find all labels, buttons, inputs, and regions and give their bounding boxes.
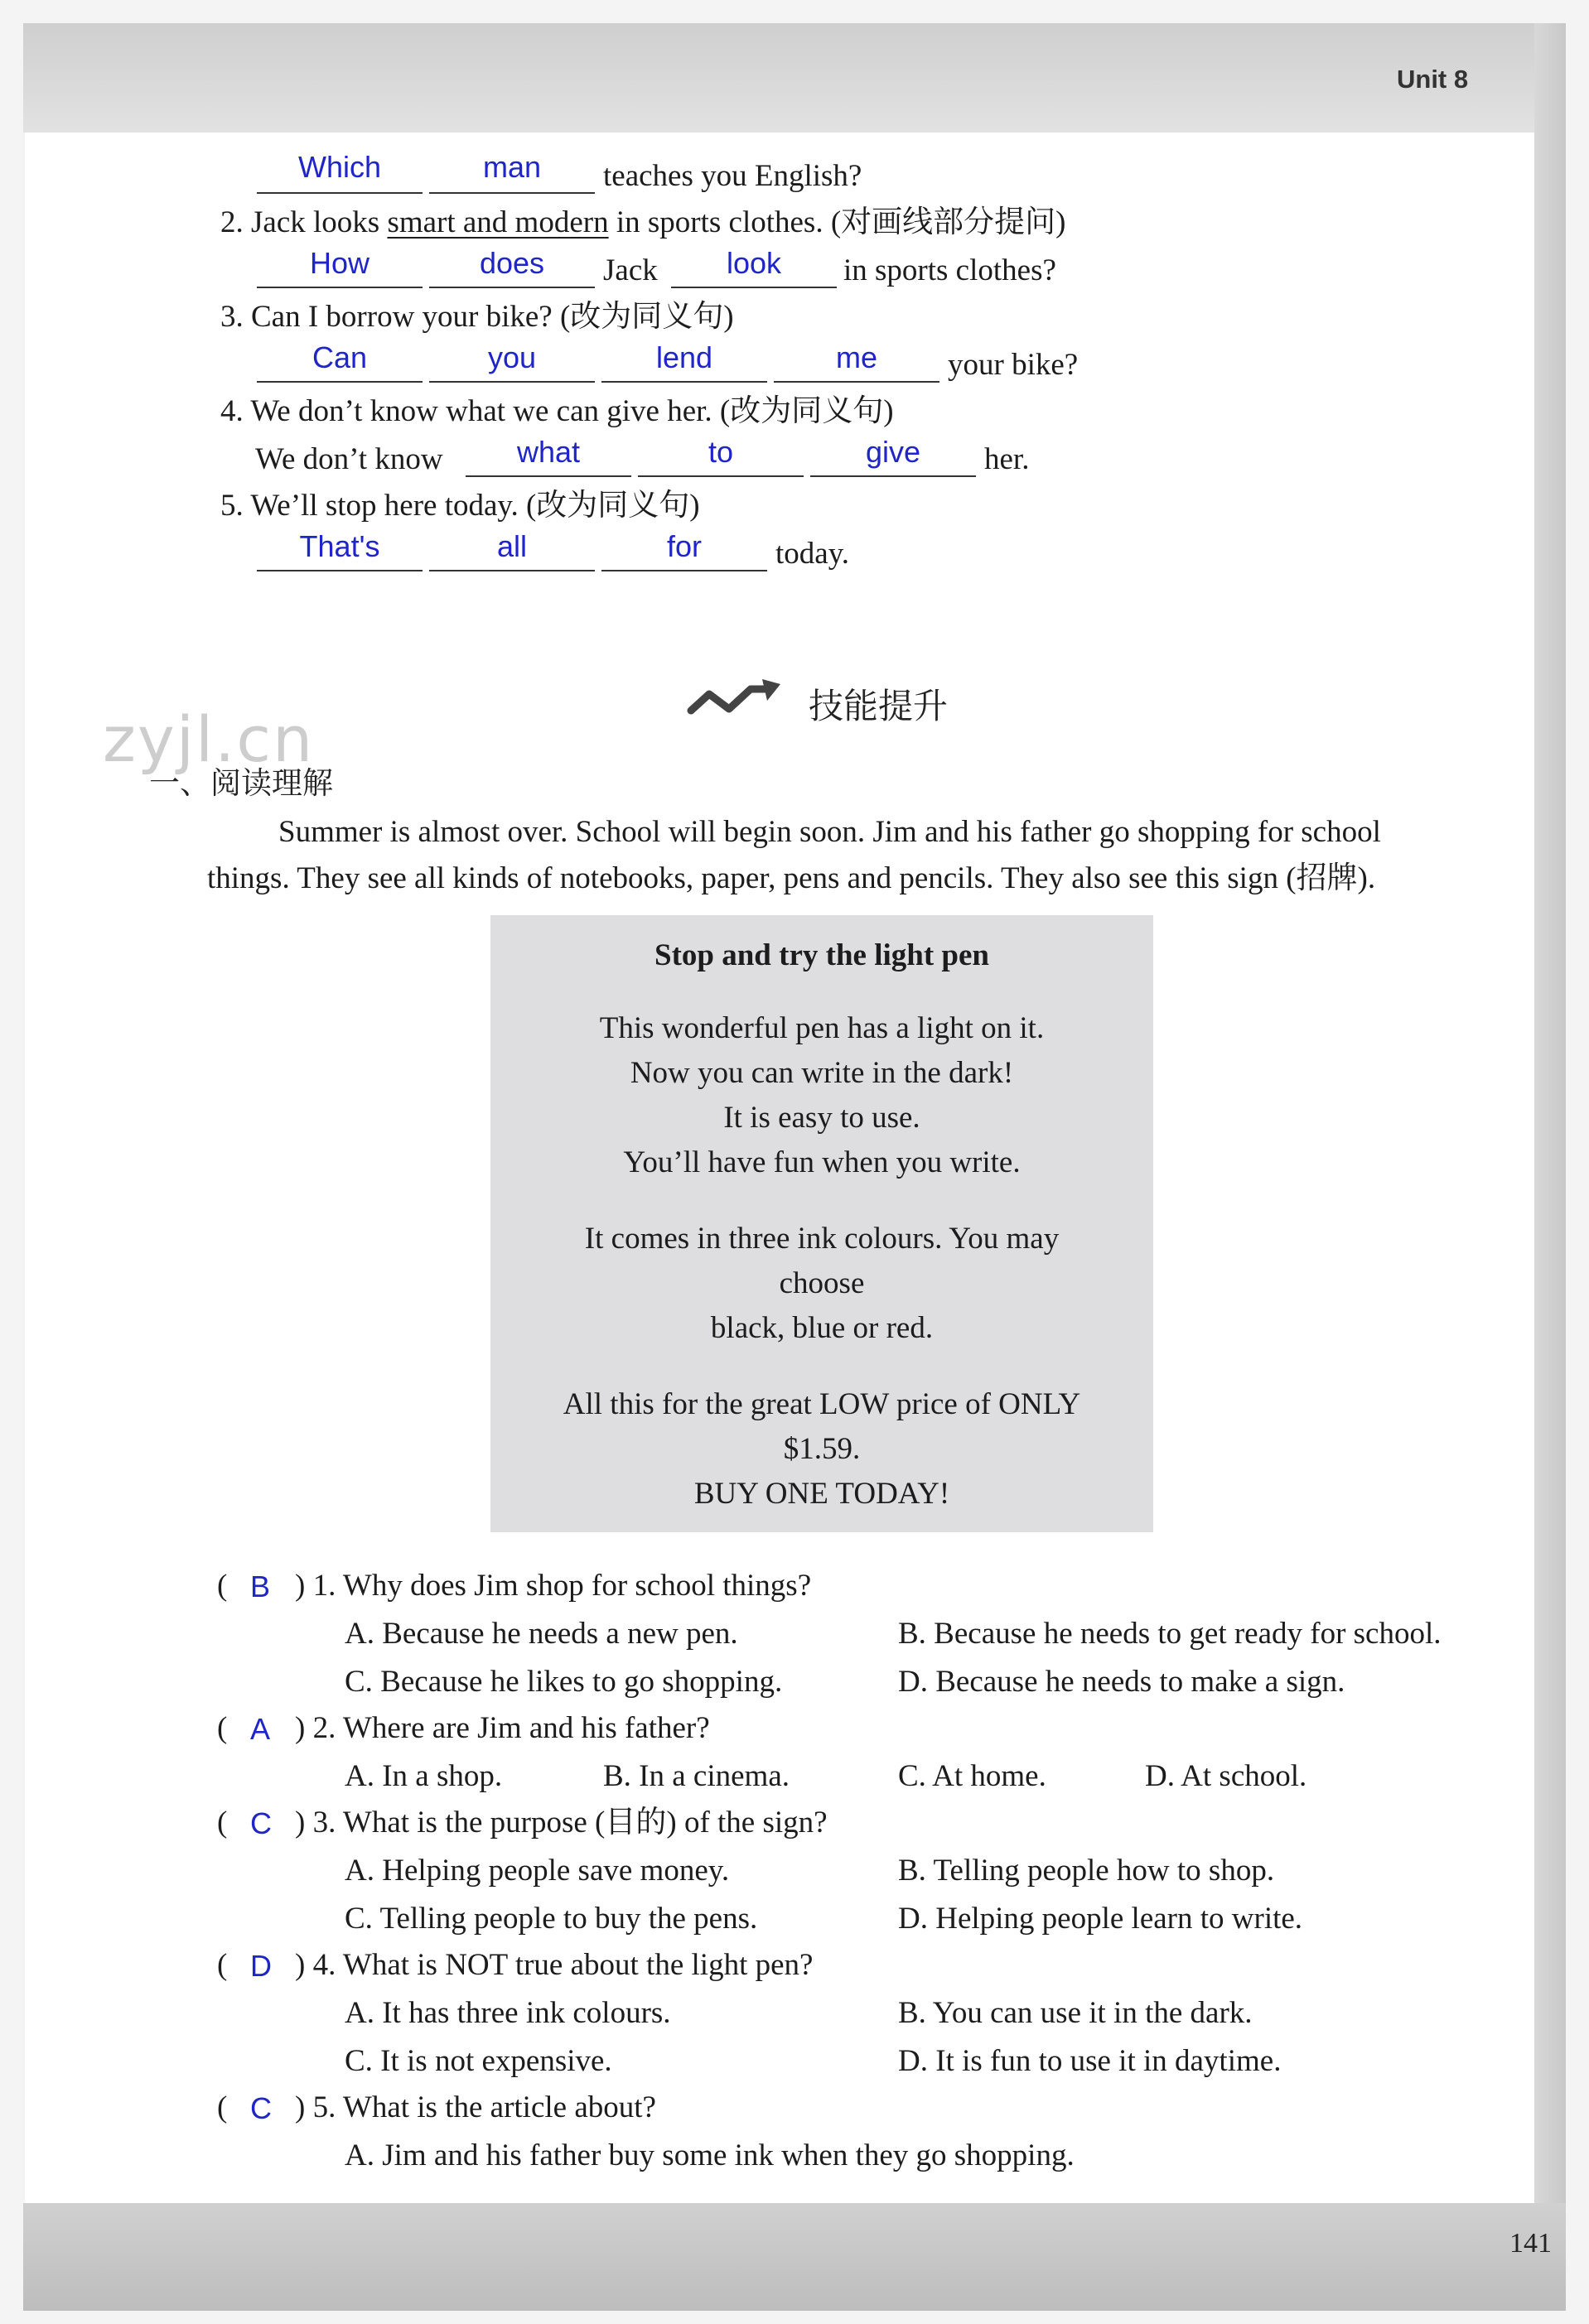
q2-end: in sports clothes? — [843, 253, 1056, 287]
paren-open: ( — [217, 1569, 228, 1603]
answer-lend: lend — [655, 340, 713, 374]
answer-look: look — [726, 246, 782, 280]
blank — [429, 287, 595, 288]
paren-open: ( — [217, 1806, 228, 1839]
q4-option-b: B. You can use it in the dark. — [898, 1996, 1253, 2030]
answer-to: to — [708, 435, 734, 469]
q5-option-a: A. Jim and his father buy some ink when they go shopping. — [345, 2138, 1075, 2172]
blank — [671, 287, 837, 288]
q3-option-d: D. Helping people learn to write. — [898, 1902, 1303, 1936]
blank — [774, 381, 939, 383]
q2-stem: ) 2. Where are Jim and his father? — [295, 1711, 710, 1745]
q2-option-a: A. In a shop. — [345, 1759, 503, 1793]
blank — [257, 570, 423, 571]
line0-text: teaches you English? — [603, 159, 862, 193]
answer-how: How — [309, 246, 370, 280]
blank — [429, 570, 595, 571]
q4-option-c: C. It is not expensive. — [345, 2044, 612, 2078]
sign-line: Now you can write in the dark! — [630, 1056, 1014, 1090]
blank — [257, 192, 423, 194]
q2-answer: A — [250, 1712, 271, 1746]
q1-answer: B — [250, 1569, 271, 1603]
blank — [810, 475, 976, 477]
answer-me: me — [835, 340, 877, 374]
trend-up-icon — [686, 677, 782, 721]
blank — [638, 475, 804, 477]
q5-stem: ) 5. What is the article about? — [295, 2090, 656, 2124]
sign-line: This wonderful pen has a light on it. — [599, 1011, 1045, 1045]
q2-stem: 2. Jack looks smart and modern in sports clothes. (对画线部分提问) — [220, 205, 1066, 239]
sign-line: It is easy to use. — [723, 1101, 920, 1135]
q3-option-c: C. Telling people to buy the pens. — [345, 1902, 758, 1936]
q3-end: your bike? — [948, 348, 1079, 382]
subsection-title: 一、阅读理解 — [149, 765, 333, 801]
blank — [601, 381, 767, 383]
answer-can: Can — [312, 340, 368, 374]
q3-stem: ) 3. What is the purpose (目的) of the sign? — [295, 1806, 828, 1839]
q2-option-b: B. In a cinema. — [603, 1759, 790, 1793]
q1-option-b: B. Because he needs to get ready for school. — [898, 1617, 1442, 1651]
watermark: zyjl.cn — [103, 702, 315, 776]
q4-option-d: D. It is fun to use it in daytime. — [898, 2044, 1282, 2078]
q4-start: We don’t know — [255, 442, 443, 476]
q1-option-a: A. Because he needs a new pen. — [345, 1617, 738, 1651]
answer-give: give — [865, 435, 921, 469]
answer-man: man — [482, 150, 542, 184]
header-band — [23, 23, 1566, 133]
blank — [257, 287, 423, 288]
page-number: 141 — [1509, 2228, 1552, 2259]
right-edge-band — [1534, 23, 1566, 2309]
q3-answer: C — [250, 1806, 272, 1840]
answer-does: does — [479, 246, 545, 280]
q1-option-d: D. Because he needs to make a sign. — [898, 1665, 1345, 1699]
blank — [257, 381, 423, 383]
paren-open: ( — [217, 2090, 228, 2124]
sign-line: $1.59. — [783, 1432, 861, 1466]
q3-option-b: B. Telling people how to shop. — [898, 1854, 1275, 1888]
q4-answer: D — [250, 1949, 272, 1983]
blank — [601, 570, 767, 571]
q4-stem: ) 4. What is NOT true about the light pen? — [295, 1948, 814, 1982]
answer-you: you — [487, 340, 537, 374]
sign-line: It comes in three ink colours. You may — [584, 1222, 1060, 1256]
sign-line: BUY ONE TODAY! — [693, 1477, 950, 1511]
sign-box — [490, 915, 1153, 1532]
q2-mid: Jack — [603, 253, 658, 287]
q4-end: her. — [984, 442, 1030, 476]
q4-option-a: A. It has three ink colours. — [345, 1996, 671, 2030]
q3-option-a: A. Helping people save money. — [345, 1854, 730, 1888]
sign-line: black, blue or red. — [710, 1311, 934, 1345]
q5-stem: 5. We’ll stop here today. (改为同义句) — [220, 489, 700, 523]
q2-option-c: C. At home. — [898, 1759, 1046, 1793]
passage-line-2: things. They see all kinds of notebooks, paper, pens and pencils. They also see this sign (招牌). — [207, 861, 1376, 895]
answer-all: all — [496, 529, 528, 563]
section-title: 技能提升 — [809, 686, 949, 726]
sign-line: choose — [779, 1266, 865, 1300]
q2-option-d: D. At school. — [1145, 1759, 1307, 1793]
paren-open: ( — [217, 1711, 228, 1745]
q5-answer: C — [250, 2091, 272, 2125]
blank — [429, 381, 595, 383]
q1-option-c: C. Because he likes to go shopping. — [345, 1665, 783, 1699]
blank — [466, 475, 631, 477]
q3-stem: 3. Can I borrow your bike? (改为同义句) — [220, 300, 734, 334]
q4-stem: 4. We don’t know what we can give her. (改为同义句) — [220, 394, 894, 428]
answer-which: Which — [297, 150, 382, 184]
blank — [429, 192, 595, 194]
q1-stem: ) 1. Why does Jim shop for school things? — [295, 1569, 812, 1603]
answer-for: for — [666, 529, 702, 563]
q5-end: today. — [775, 537, 850, 571]
passage-line-1: Summer is almost over. School will begin soon. Jim and his father go shopping for school — [278, 815, 1381, 849]
sign-title: Stop and try the light pen — [654, 938, 989, 972]
sign-line: You’ll have fun when you write. — [623, 1145, 1021, 1179]
answer-what: what — [516, 435, 581, 469]
answer-thats: That's — [299, 529, 380, 563]
sign-line: All this for the great LOW price of ONLY — [563, 1387, 1081, 1421]
unit-label: Unit 8 — [1397, 65, 1469, 94]
paren-open: ( — [217, 1948, 228, 1982]
footer-band — [23, 2203, 1566, 2311]
